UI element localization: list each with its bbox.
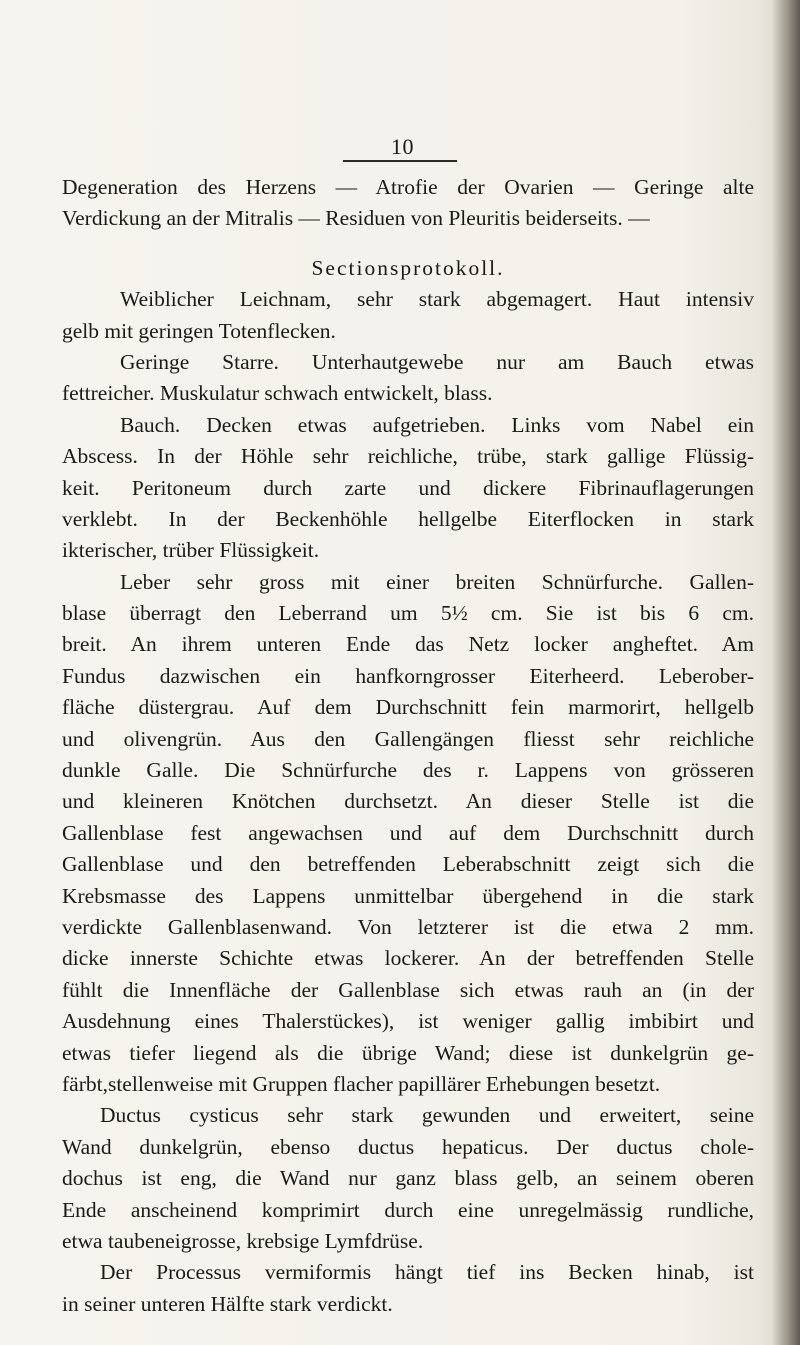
page-number: 10: [391, 134, 414, 159]
text-line: Bauch. Decken etwas aufgetrieben. Links vom Nabel ein: [120, 412, 754, 437]
text-line: breit. An ihrem unteren Ende das Netz locker angheftet. Am: [62, 632, 754, 657]
header-rule: [343, 160, 457, 162]
text-line: dunkle Galle. Die Schnürfurche des r. Lappens von grösseren: [62, 758, 754, 783]
text-line: Fundus dazwischen ein hanfkorngrosser Eiterheerd. Leberober-: [62, 663, 754, 688]
text-line: Degeneration des Herzens — Atrofie der Ovarien — Geringe alte: [62, 175, 754, 199]
text-line: ikterischer, trüber Flüssigkeit.: [62, 538, 320, 563]
text-line: Verdickung an der Mitralis — Residuen von Pleuritis beiderseits. —: [62, 206, 650, 231]
body-text: [62, 172, 754, 1320]
text-line: Ende anscheinend komprimirt durch eine unregelmässig rundliche,: [62, 1197, 754, 1222]
text-line: verdickte Gallenblasenwand. Von letzterer ist die etwa 2 mm.: [62, 914, 754, 939]
text-line: fühlt die Innenfläche der Gallenblase sich etwas rauh an (in der: [62, 977, 754, 1002]
page-edge-shadow: [772, 0, 800, 1345]
text-line: fläche düstergrau. Auf dem Durchschnitt fein marmorirt, hellgelb: [62, 695, 754, 720]
text-line: keit. Peritoneum durch zarte und dickere Fibrinauflagerungen: [62, 475, 754, 500]
text-line: Ausdehnung eines Thalerstückes), ist weniger gallig imbibirt und: [62, 1009, 754, 1034]
text-line: in seiner unteren Hälfte stark verdickt.: [62, 1291, 393, 1316]
text-line: verklebt. In der Beckenhöhle hellgelbe Eiterflocken in stark: [62, 506, 754, 531]
text-line: Leber sehr gross mit einer breiten Schnürfurche. Gallen-: [120, 569, 754, 594]
text-line: dochus ist eng, die Wand nur ganz blass gelb, an seinem oberen: [62, 1166, 754, 1191]
text-line: blase überragt den Leberrand um 5½ cm. Sie ist bis 6 cm.: [62, 601, 754, 626]
text-line: färbt,stellenweise mit Gruppen flacher papillärer Erhebungen besetzt.: [62, 1071, 661, 1096]
text-line: und olivengrün. Aus den Gallengängen fliesst sehr reichliche: [62, 726, 754, 751]
text-line: Ductus cysticus sehr stark gewunden und erweitert, seine: [100, 1103, 754, 1128]
text-line: Krebsmasse des Lappens unmittelbar übergehend in die stark: [62, 883, 754, 908]
text-line: und kleineren Knötchen durchsetzt. An dieser Stelle ist die: [62, 789, 754, 814]
section-title: Sectionsprotokoll.: [311, 255, 505, 280]
text-line: dicke innerste Schichte etwas lockerer. An der betreffenden Stelle: [62, 946, 754, 971]
text-line: etwa taubeneigrosse, krebsige Lymfdrüse.: [62, 1228, 424, 1253]
text-line: Weiblicher Leichnam, sehr stark abgemagert. Haut intensiv: [120, 287, 754, 312]
text-line: Abscess. In der Höhle sehr reichliche, trübe, stark gallige Flüssig-: [62, 444, 754, 469]
text-line: fettreicher. Muskulatur schwach entwickelt, blass.: [62, 381, 493, 406]
text-line: Geringe Starre. Unterhautgewebe nur am Bauch etwas: [120, 349, 754, 374]
text-line: etwas tiefer liegend als die übrige Wand; diese ist dunkelgrün ge-: [62, 1040, 754, 1065]
spacer: [62, 235, 754, 253]
text-line: gelb mit geringen Totenflecken.: [62, 318, 336, 343]
text-line: Wand dunkelgrün, ebenso ductus hepaticus. Der ductus chole-: [62, 1134, 754, 1159]
text-line: Gallenblase fest angewachsen und auf dem Durchschnitt durch: [62, 820, 754, 845]
text-line: Gallenblase und den betreffenden Leberabschnitt zeigt sich die: [62, 852, 754, 877]
text-line: Der Processus vermiformis hängt tief ins Becken hinab, ist: [100, 1260, 754, 1285]
